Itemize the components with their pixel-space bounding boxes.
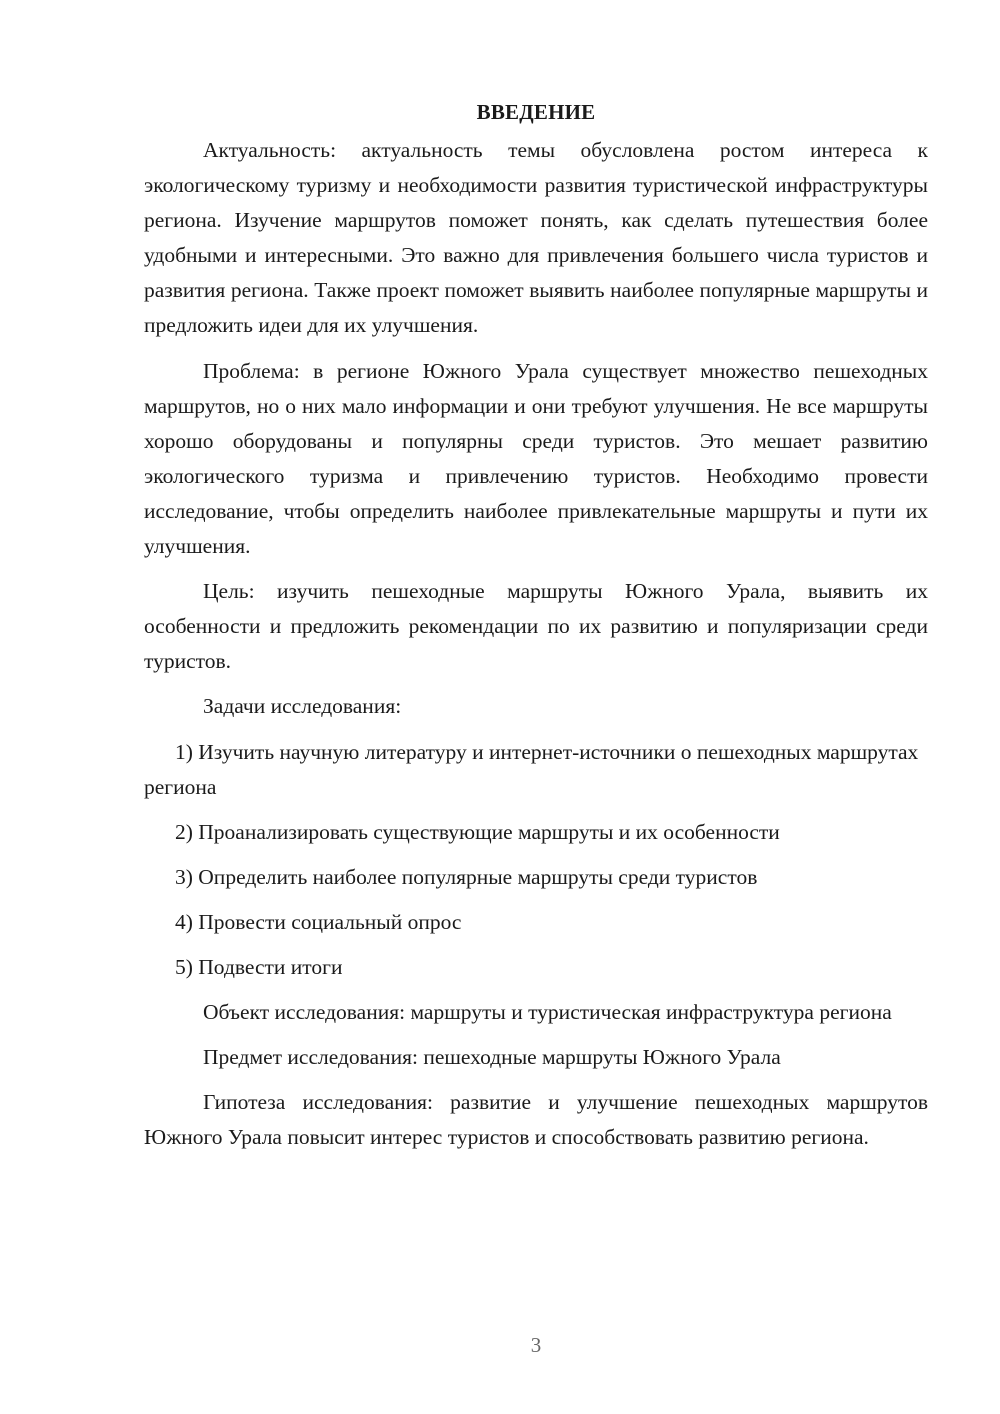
object-paragraph: Объект исследования: маршруты и туристическая инфраструктура региона	[203, 1000, 892, 1025]
page-number: 3	[530, 1333, 542, 1357]
subject-paragraph: Предмет исследования: пешеходные маршруты Южного Урала	[203, 1045, 781, 1070]
section-heading: ВВЕДЕНИЕ	[476, 100, 596, 124]
task-item: 1) Изучить научную литературу и интернет-источники о пешеходных маршрутах региона	[144, 739, 919, 799]
document-page	[144, 95, 928, 1165]
hypothesis-paragraph: Гипотеза исследования: развитие и улучшение пешеходных маршрутов Южного Урала повысит интерес туристов и способствовать развитию региона.	[144, 1090, 928, 1150]
tasks-list	[144, 735, 928, 986]
problem-paragraph: Проблема: в регионе Южного Урала существует множество пешеходных маршрутов, но о них мало информации и они требуют улучшения. Не все маршруты хорошо оборудованы и популярны среди туристов. Это мешает развитию экологического туризма и привлечению туристов. Необходимо провести исследование, чтобы определить наиболее привлекательные маршруты и пути их улучшения.	[144, 358, 928, 559]
task-item: 2) Проанализировать существующие маршруты и их особенности	[175, 819, 780, 844]
task-item: 4) Провести социальный опрос	[175, 909, 462, 934]
task-item: 5) Подвести итоги	[175, 954, 343, 979]
goal-paragraph: Цель: изучить пешеходные маршруты Южного Урала, выявить их особенности и предложить рекомендации по их развитию и популяризации среди туристов.	[144, 579, 928, 674]
relevance-paragraph: Актуальность: актуальность темы обусловлена ростом интереса к экологическому туризму и необходимости развития туристической инфраструктуры региона. Изучение маршрутов поможет понять, как сделать путешествия более удобными и интересными. Это важно для привлечения большего числа туристов и развития региона. Также проект поможет выявить наиболее популярные маршруты и предложить идеи для их улучшения.	[144, 138, 928, 338]
task-item: 3) Определить наиболее популярные маршруты среди туристов	[175, 864, 758, 889]
tasks-label: Задачи исследования:	[203, 694, 402, 719]
